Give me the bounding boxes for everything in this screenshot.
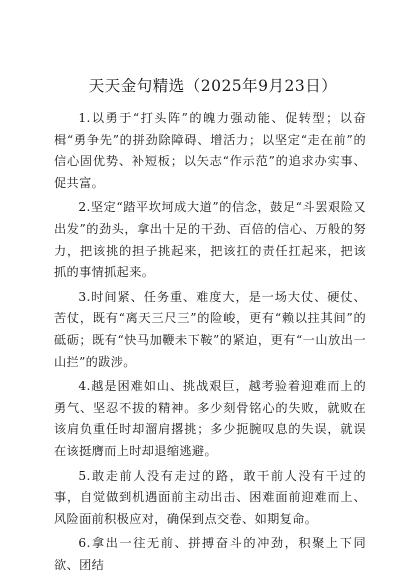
- paragraph-4: 4.越是困难如山、挑战艰巨，越考验着迎难而上的勇气、坚忍不拔的精神。多少刻骨铭心的失败，就败在该肩负重任时却溜肩撂挑；多少扼腕叹息的失误，就误在该挺膺而上时却退缩逃避。: [54, 379, 366, 458]
- paragraph-2: 2.坚定“踏平坎坷成大道”的信念，鼓足“斗罢艰险又出发”的劲头，拿出十足的干劲、百倍的信心、万般的努力，把该挑的担子挑起来，把该扛的责任扛起来，把该抓的事情抓起来。: [54, 200, 366, 280]
- paragraph-1: 1.以勇于“打头阵”的魄力强动能、促转型；以奋楫“勇争先”的拼劲除障碍、增活力；以坚定“走在前”的信心固优势、补短板；以矢志“作示范”的追求办实事、促共富。: [54, 111, 366, 190]
- paragraph-5: 5.敢走前人没有走过的路，敢干前人没有干过的事，自觉做到机遇面前主动出击、困难面前迎难而上、风险面前积极应对，确保到点交卷、如期复命。: [54, 468, 366, 526]
- paragraph-6: 6.拿出一往无前、拼搏奋斗的冲劲，积聚上下同欲、团结: [54, 536, 366, 572]
- document-title: 天天金句精选（2025年9月23日）: [88, 77, 338, 95]
- paragraph-3: 3.时间紧、任务重、难度大，是一场大仗、硬仗、苦仗，既有“离天三尺三”的险峻，更有“赖以拄其间”的砥砺；既有“快马加鞭未下鞍”的紧迫，更有“一山放出一山拦”的跋涉。: [54, 289, 366, 369]
